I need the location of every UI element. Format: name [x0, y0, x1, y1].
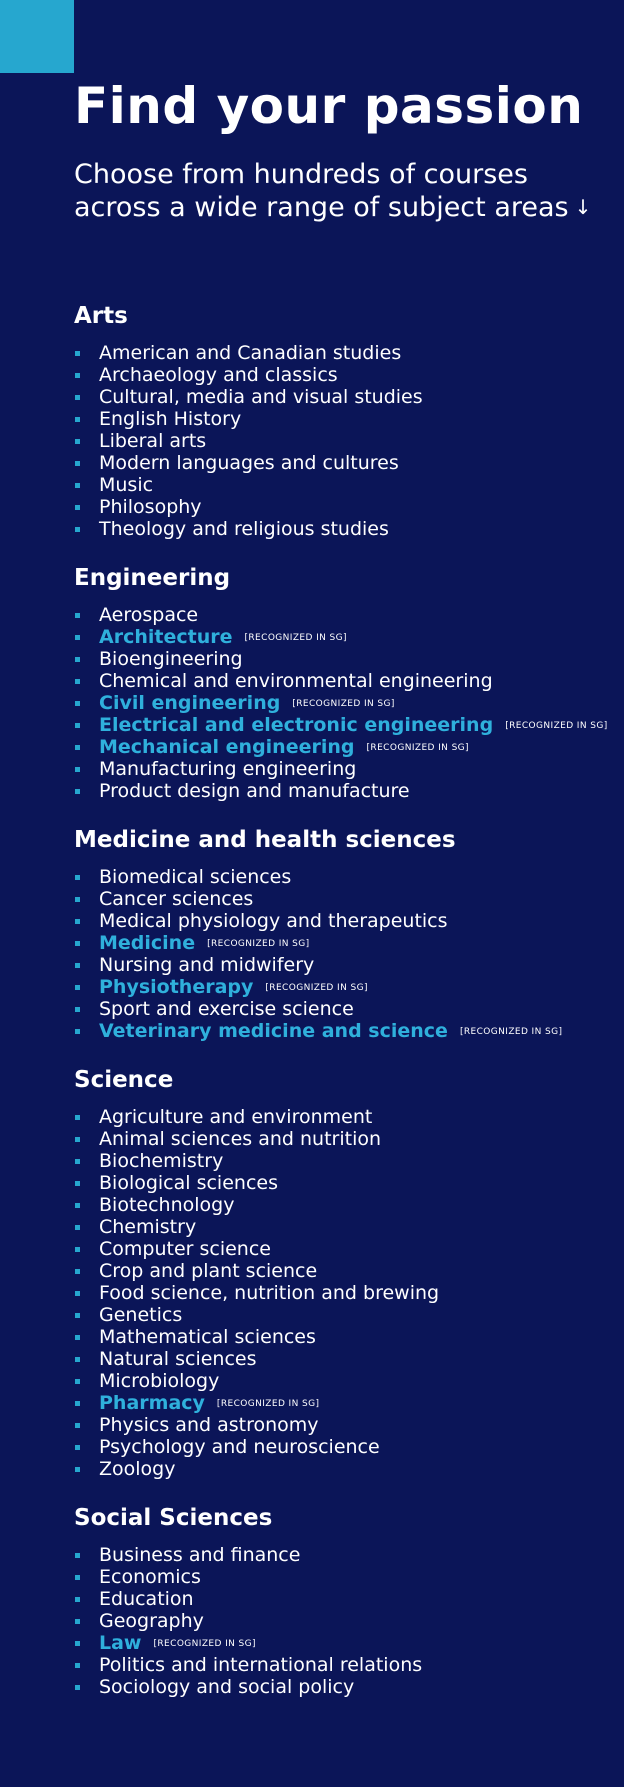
bullet-icon	[75, 897, 80, 902]
section-heading: Science	[74, 1067, 174, 1093]
course-name: Product design and manufacture	[99, 780, 410, 802]
bullet-icon	[75, 963, 80, 968]
course-name: Psychology and neuroscience	[99, 1436, 380, 1458]
course-item	[74, 932, 614, 954]
subject-section	[74, 1504, 614, 1698]
course-name: Cancer sciences	[99, 888, 254, 910]
course-item	[74, 1238, 614, 1260]
course-item	[74, 1414, 614, 1436]
bullet-icon	[75, 745, 80, 750]
bullet-icon	[75, 1445, 80, 1450]
bullet-icon	[75, 1181, 80, 1186]
bullet-icon	[75, 1685, 80, 1690]
course-item	[74, 1282, 614, 1304]
course-name: Mechanical engineering	[99, 736, 355, 758]
course-name: Genetics	[99, 1304, 183, 1326]
section-heading: Arts	[74, 303, 128, 329]
course-name: Law	[99, 1632, 142, 1654]
recognized-tag: [RECOGNIZED IN SG]	[265, 983, 368, 993]
course-name: Animal sciences and nutrition	[99, 1128, 382, 1150]
course-item	[74, 626, 614, 648]
course-name: Theology and religious studies	[99, 518, 389, 540]
recognized-tag: [RECOGNIZED IN SG]	[153, 1639, 256, 1649]
course-name: Cultural, media and visual studies	[99, 386, 423, 408]
course-name: Architecture	[99, 626, 233, 648]
course-item	[74, 1632, 614, 1654]
course-item	[74, 1588, 614, 1610]
bullet-icon	[75, 373, 80, 378]
course-name: Computer science	[99, 1238, 271, 1260]
bullet-icon	[75, 1225, 80, 1230]
course-item	[74, 430, 614, 452]
bullet-icon	[75, 1619, 80, 1624]
subtitle-text: Choose from hundreds of courses across a wide range of subject areas	[74, 159, 569, 223]
page-title: Find your passion	[74, 77, 584, 135]
section-heading: Engineering	[74, 565, 231, 591]
bullet-icon	[75, 1553, 80, 1558]
bullet-icon	[75, 1401, 80, 1406]
bullet-icon	[75, 723, 80, 728]
course-name: Medicine	[99, 932, 196, 954]
course-name: English History	[99, 408, 242, 430]
course-item	[74, 364, 614, 386]
bullet-icon	[75, 1115, 80, 1120]
course-item	[74, 736, 614, 758]
course-list	[74, 342, 614, 540]
course-name: Biological sciences	[99, 1172, 278, 1194]
bullet-icon	[75, 1467, 80, 1472]
course-name: Sociology and social policy	[99, 1676, 355, 1698]
course-name: Nursing and midwifery	[99, 954, 315, 976]
course-list	[74, 1544, 614, 1698]
bullet-icon	[75, 417, 80, 422]
bullet-icon	[75, 1357, 80, 1362]
course-name: Microbiology	[99, 1370, 220, 1392]
bullet-icon	[75, 941, 80, 946]
recognized-tag: [RECOGNIZED IN SG]	[459, 1027, 563, 1037]
course-item	[74, 998, 614, 1020]
course-name: Pharmacy	[99, 1392, 205, 1414]
bullet-icon	[75, 1663, 80, 1668]
bullet-icon	[75, 613, 80, 618]
bullet-icon	[75, 767, 80, 772]
recognized-tag: [RECOGNIZED IN SG]	[292, 699, 395, 709]
bullet-icon	[75, 1575, 80, 1580]
bullet-icon	[75, 1029, 80, 1034]
bullet-icon	[75, 657, 80, 662]
subject-section	[74, 302, 614, 540]
course-item	[74, 1128, 614, 1150]
course-item	[74, 1150, 614, 1172]
course-item	[74, 518, 614, 540]
bullet-icon	[75, 985, 80, 990]
course-list	[74, 604, 614, 802]
course-name: Education	[99, 1588, 194, 1610]
bullet-icon	[75, 351, 80, 356]
course-item	[74, 692, 614, 714]
bullet-icon	[75, 635, 80, 640]
course-item	[74, 1676, 614, 1698]
course-name: Physiotherapy	[99, 976, 254, 998]
course-item	[74, 1370, 614, 1392]
course-item	[74, 714, 614, 736]
bullet-icon	[75, 461, 80, 466]
course-item	[74, 670, 614, 692]
course-item	[74, 1610, 614, 1632]
bullet-icon	[75, 919, 80, 924]
course-name: Geography	[99, 1610, 204, 1632]
course-item	[74, 1020, 614, 1042]
course-name: Civil engineering	[99, 692, 281, 714]
section-heading: Social Sciences	[74, 1505, 273, 1531]
course-item	[74, 1392, 614, 1414]
bullet-icon	[75, 1313, 80, 1318]
course-name: Aerospace	[99, 604, 199, 626]
course-name: Bioengineering	[99, 648, 243, 670]
bullet-icon	[75, 1291, 80, 1296]
bullet-icon	[75, 1203, 80, 1208]
bullet-icon	[75, 1379, 80, 1384]
course-item	[74, 910, 614, 932]
course-item	[74, 604, 614, 626]
bullet-icon	[75, 1597, 80, 1602]
course-item	[74, 1304, 614, 1326]
course-name: Biotechnology	[99, 1194, 235, 1216]
course-name: Agriculture and environment	[99, 1106, 373, 1128]
course-item	[74, 1348, 614, 1370]
course-item	[74, 1172, 614, 1194]
course-name: Biochemistry	[99, 1150, 224, 1172]
bullet-icon	[75, 701, 80, 706]
bullet-icon	[75, 679, 80, 684]
page-subtitle	[74, 158, 594, 224]
course-name: Mathematical sciences	[99, 1326, 316, 1348]
course-item	[74, 452, 614, 474]
bullet-icon	[75, 1159, 80, 1164]
course-name: Physics and astronomy	[99, 1414, 319, 1436]
bullet-icon	[75, 1641, 80, 1646]
course-name: Economics	[99, 1566, 201, 1588]
course-item	[74, 648, 614, 670]
course-list	[74, 1106, 614, 1480]
course-item	[74, 888, 614, 910]
course-item	[74, 1106, 614, 1128]
course-name: Sport and exercise science	[99, 998, 354, 1020]
course-name: Biomedical sciences	[99, 866, 292, 888]
course-item	[74, 1654, 614, 1676]
subject-sections	[74, 302, 614, 1722]
section-heading: Medicine and health sciences	[74, 827, 456, 853]
bullet-icon	[75, 1247, 80, 1252]
course-name: Politics and international relations	[99, 1654, 423, 1676]
course-item	[74, 758, 614, 780]
course-item	[74, 496, 614, 518]
course-item	[74, 1326, 614, 1348]
subject-section	[74, 564, 614, 802]
bullet-icon	[75, 1007, 80, 1012]
bullet-icon	[75, 395, 80, 400]
course-item	[74, 1436, 614, 1458]
accent-corner-block	[0, 0, 74, 73]
course-name: Natural sciences	[99, 1348, 257, 1370]
course-name: Food science, nutrition and brewing	[99, 1282, 440, 1304]
bullet-icon	[75, 505, 80, 510]
course-item	[74, 954, 614, 976]
course-item	[74, 474, 614, 496]
bullet-icon	[75, 483, 80, 488]
down-arrow-icon: ↓	[574, 195, 592, 219]
course-item	[74, 1458, 614, 1480]
course-item	[74, 386, 614, 408]
bullet-icon	[75, 1269, 80, 1274]
course-name: Philosophy	[99, 496, 202, 518]
course-name: Business and finance	[99, 1544, 301, 1566]
bullet-icon	[75, 439, 80, 444]
course-name: Chemical and environmental engineering	[99, 670, 493, 692]
recognized-tag: [RECOGNIZED IN SG]	[505, 721, 608, 731]
course-item	[74, 1260, 614, 1282]
course-item	[74, 780, 614, 802]
course-name: Electrical and electronic engineering	[99, 714, 494, 736]
bullet-icon	[75, 527, 80, 532]
course-list	[74, 866, 614, 1042]
course-item	[74, 342, 614, 364]
bullet-icon	[75, 789, 80, 794]
bullet-icon	[75, 1335, 80, 1340]
course-name: Medical physiology and therapeutics	[99, 910, 448, 932]
course-name: Veterinary medicine and science	[99, 1020, 448, 1042]
course-name: American and Canadian studies	[99, 342, 402, 364]
course-item	[74, 1544, 614, 1566]
course-name: Liberal arts	[99, 430, 207, 452]
subject-section	[74, 1066, 614, 1480]
course-name: Archaeology and classics	[99, 364, 338, 386]
bullet-icon	[75, 1423, 80, 1428]
recognized-tag: [RECOGNIZED IN SG]	[366, 743, 469, 753]
course-name: Chemistry	[99, 1216, 197, 1238]
course-item	[74, 408, 614, 430]
course-item	[74, 976, 614, 998]
course-name: Manufacturing engineering	[99, 758, 357, 780]
course-name: Zoology	[99, 1458, 176, 1480]
recognized-tag: [RECOGNIZED IN SG]	[216, 1399, 320, 1409]
subject-section	[74, 826, 614, 1042]
recognized-tag: [RECOGNIZED IN SG]	[207, 939, 310, 949]
course-name: Music	[99, 474, 154, 496]
course-name: Crop and plant science	[99, 1260, 318, 1282]
bullet-icon	[75, 1137, 80, 1142]
course-item	[74, 1566, 614, 1588]
bullet-icon	[75, 875, 80, 880]
course-item	[74, 866, 614, 888]
course-name: Modern languages and cultures	[99, 452, 399, 474]
course-item	[74, 1194, 614, 1216]
course-item	[74, 1216, 614, 1238]
recognized-tag: [RECOGNIZED IN SG]	[244, 633, 347, 643]
